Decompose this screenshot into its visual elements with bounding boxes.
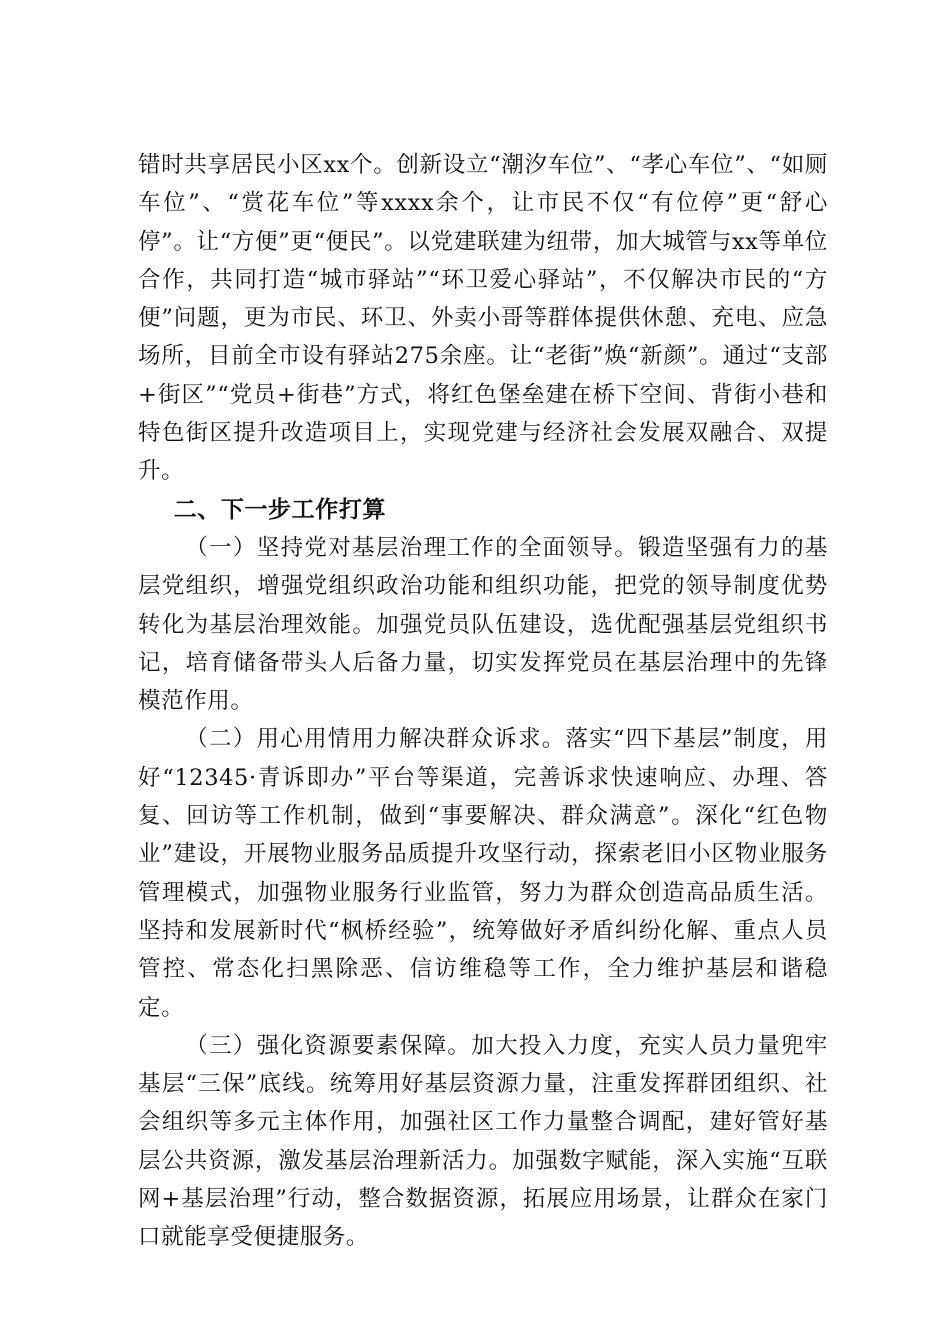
paragraph-point-two: （二）用心用情用力解决群众诉求。落实“四下基层”制度，用好“12345·青诉即办”平台等渠道，完善诉求快速响应、办理、答复、回访等工作机制，做到“事要解决、群众满意”。深化“红色物业”建设，开展物业服务品质提升攻坚行动，探索老旧小区物业服务管理模式，加强物业服务行业监管，努力为群众创造高品质生活。坚持和发展新时代“枫桥经验”，统筹做好矛盾纠纷化解、重点人员管控、常态化扫黑除恶、信访维稳等工作，全力维护基层和谐稳定。 xyxy=(138,726,828,1021)
section-heading-next-steps: 二、下一步工作打算 xyxy=(173,496,387,523)
paragraph-point-three: （三）强化资源要素保障。加大投入力度，充实人员力量兜牢基层“三保”底线。统筹用好基层资源力量，注重发挥群团组织、社会组织等多元主体作用，加强社区工作力量整合调配，建好管好基层公共资源，激发基层治理新活力。加强数字赋能，深入实施“互联网+基层治理”行动，整合数据资源，拓展应用场景，让群众在家门口就能享受便捷服务。 xyxy=(138,1032,828,1251)
document-body xyxy=(138,146,828,1257)
paragraph-point-one: （一）坚持党对基层治理工作的全面领导。锻造坚强有力的基层党组织，增强党组织政治功能和组织功能，把党的领导制度优势转化为基层治理效能。加强党员队伍建设，选优配强基层党组织书记，培育储备带头人后备力量，切实发挥党员在基层治理中的先锋模范作用。 xyxy=(138,534,828,715)
paragraph-continuation: 错时共享居民小区xx个。创新设立“潮汐车位”、“孝心车位”、“如厕车位”、“赏花车位”等xxxx余个，让市民不仅“有位停”更“舒心停”。让“方便”更“便民”。以党建联建为纽带，加大城管与xx等单位合作，共同打造“城市驿站”“环卫爱心驿站”，不仅解决市民的“方便”问题，更为市民、环卫、外卖小哥等群体提供休憩、充电、应急场所，目前全市设有驿站275余座。让“老街”焕“新颜”。通过“支部+街区”“党员+街巷”方式，将红色堡垒建在桥下空间、背街小巷和特色街区提升改造项目上，实现党建与经济社会发展双融合、双提升。 xyxy=(138,152,828,485)
